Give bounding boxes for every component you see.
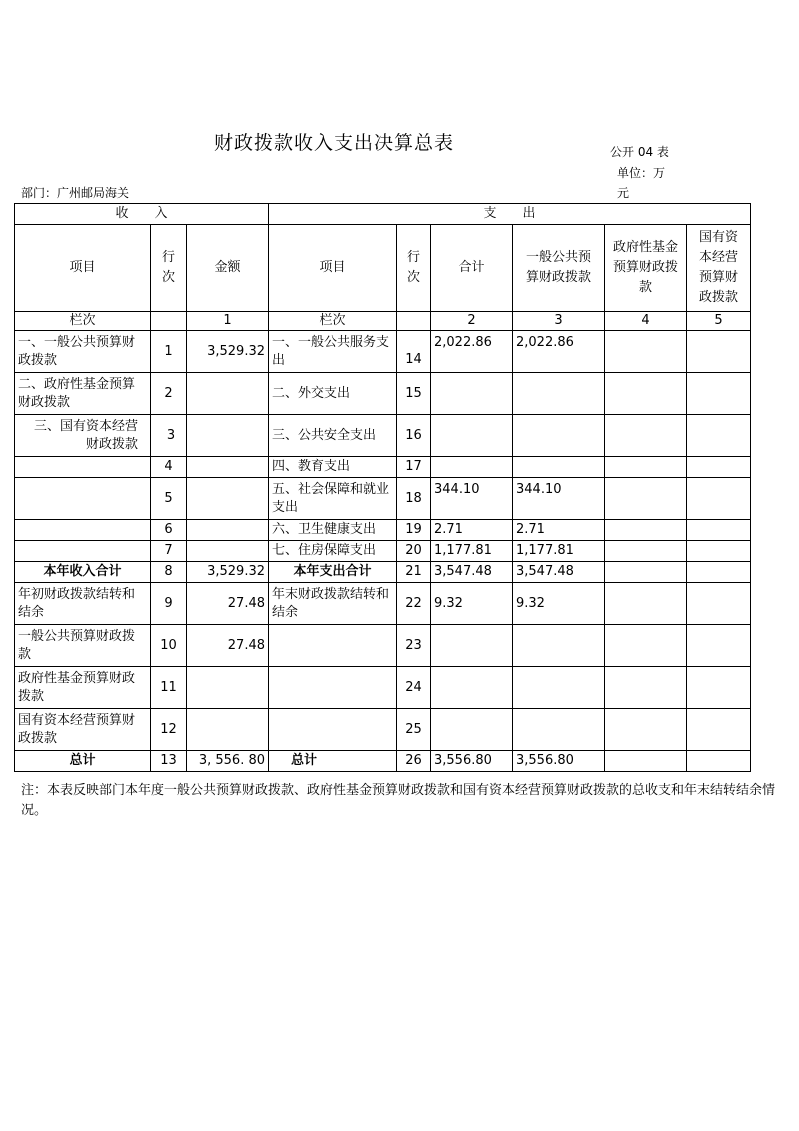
total-amount: 344.10 <box>431 478 513 520</box>
income-subtotal-label: 本年收入合计 <box>15 562 151 583</box>
col-index-4: 4 <box>605 312 687 331</box>
expenditure-item <box>269 709 397 751</box>
income-amount <box>187 478 269 520</box>
col-state-capital-header: 国有资本经营预算财政拨款 <box>687 225 751 312</box>
income-amount <box>187 415 269 457</box>
gov-fund-amount <box>605 331 687 373</box>
general-budget-amount: 2.71 <box>513 520 605 541</box>
table-row <box>15 331 751 373</box>
income-row-no: 9 <box>151 583 187 625</box>
income-item <box>15 478 151 520</box>
income-amount <box>187 520 269 541</box>
general-budget-amount <box>513 667 605 709</box>
expenditure-row-no: 22 <box>397 583 431 625</box>
gov-fund-amount <box>605 520 687 541</box>
income-item <box>15 541 151 562</box>
total-amount <box>431 625 513 667</box>
gov-fund-amount <box>605 457 687 478</box>
total-amount <box>431 667 513 709</box>
col-general-budget-header: 一般公共预算财政拨款 <box>513 225 605 312</box>
table-row <box>15 415 751 457</box>
income-amount: 27.48 <box>187 583 269 625</box>
state-capital-amount <box>687 709 751 751</box>
col-row-no2-header <box>397 225 431 312</box>
col-index-label-left: 栏次 <box>15 312 151 331</box>
expenditure-row-no: 14 <box>397 331 431 373</box>
income-item: 一、一般公共预算财政拨款 <box>15 331 151 373</box>
income-item: 一般公共预算财政拨款 <box>15 625 151 667</box>
grand-total-row <box>15 751 751 772</box>
income-row-no: 3 <box>151 415 187 457</box>
income-row-no: 13 <box>151 751 187 772</box>
total-amount: 9.32 <box>431 583 513 625</box>
income-item: 三、国有资本经营财政拨款 <box>15 415 151 457</box>
income-row-no: 5 <box>151 478 187 520</box>
subtotal-row <box>15 562 751 583</box>
expenditure-item: 二、外交支出 <box>269 373 397 415</box>
general-budget-amount: 3,556.80 <box>513 751 605 772</box>
total-amount: 2,022.86 <box>431 331 513 373</box>
income-amount: 27.48 <box>187 625 269 667</box>
gov-fund-amount <box>605 562 687 583</box>
expenditure-item <box>269 667 397 709</box>
state-capital-amount <box>687 457 751 478</box>
col-gov-fund-header: 政府性基金预算财政拨款 <box>605 225 687 312</box>
col-total-header: 合计 <box>431 225 513 312</box>
total-amount: 3,556.80 <box>431 751 513 772</box>
income-amount <box>187 373 269 415</box>
expenditure-row-no: 19 <box>397 520 431 541</box>
income-row-no: 7 <box>151 541 187 562</box>
state-capital-amount <box>687 415 751 457</box>
expenditure-subtotal-label: 本年支出合计 <box>269 562 397 583</box>
general-budget-amount: 9.32 <box>513 583 605 625</box>
income-amount <box>187 541 269 562</box>
total-amount: 2.71 <box>431 520 513 541</box>
income-amount <box>187 457 269 478</box>
state-capital-amount <box>687 520 751 541</box>
gov-fund-amount <box>605 541 687 562</box>
income-amount <box>187 709 269 751</box>
col-index-label-right: 栏次 <box>269 312 397 331</box>
state-capital-amount <box>687 562 751 583</box>
income-header: 收 入 <box>15 204 269 225</box>
gov-fund-amount <box>605 373 687 415</box>
state-capital-amount <box>687 667 751 709</box>
income-item: 国有资本经营预算财政拨款 <box>15 709 151 751</box>
income-item: 二、政府性基金预算财政拨款 <box>15 373 151 415</box>
page-title: 财政拨款收入支出决算总表 <box>214 132 455 154</box>
total-amount <box>431 457 513 478</box>
table-row <box>15 373 751 415</box>
state-capital-amount <box>687 751 751 772</box>
col-index-1: 1 <box>187 312 269 331</box>
income-grand-total-label: 总计 <box>15 751 151 772</box>
table-row <box>15 478 751 520</box>
general-budget-amount <box>513 415 605 457</box>
state-capital-amount <box>687 625 751 667</box>
expenditure-row-no: 25 <box>397 709 431 751</box>
expenditure-row-no: 15 <box>397 373 431 415</box>
table-row <box>15 709 751 751</box>
gov-fund-amount <box>605 415 687 457</box>
total-amount <box>431 415 513 457</box>
expenditure-row-no: 20 <box>397 541 431 562</box>
unit-label: 单位：万元 <box>617 166 666 200</box>
table-row <box>15 667 751 709</box>
income-grand-total-amount: 3, 556. 80 <box>187 751 269 772</box>
col-amount-header: 金额 <box>187 225 269 312</box>
expenditure-item: 五、社会保障和就业支出 <box>269 478 397 520</box>
income-amount: 3,529.32 <box>187 331 269 373</box>
gov-fund-amount <box>605 478 687 520</box>
state-capital-amount <box>687 373 751 415</box>
expenditure-row-no: 21 <box>397 562 431 583</box>
row-no2-label: 行次 <box>406 250 420 285</box>
total-amount <box>431 373 513 415</box>
col-row-no-header <box>151 225 187 312</box>
col-index-3: 3 <box>513 312 605 331</box>
expenditure-row-no: 26 <box>397 751 431 772</box>
general-budget-amount: 344.10 <box>513 478 605 520</box>
expenditure-grand-total-label: 总计 <box>269 751 397 772</box>
department-label: 部门：广州邮局海关 <box>21 186 130 200</box>
total-amount: 3,547.48 <box>431 562 513 583</box>
budget-table <box>14 203 751 772</box>
income-item: 年初财政拨款结转和结余 <box>15 583 151 625</box>
gov-fund-amount <box>605 583 687 625</box>
table-row <box>15 520 751 541</box>
col-index-2: 2 <box>431 312 513 331</box>
state-capital-amount <box>687 583 751 625</box>
expenditure-item: 四、教育支出 <box>269 457 397 478</box>
general-budget-amount <box>513 625 605 667</box>
expenditure-item: 年末财政拨款结转和结余 <box>269 583 397 625</box>
income-amount <box>187 667 269 709</box>
general-budget-amount <box>513 709 605 751</box>
expenditure-row-no: 17 <box>397 457 431 478</box>
expenditure-row-no: 23 <box>397 625 431 667</box>
income-item <box>15 457 151 478</box>
state-capital-amount <box>687 541 751 562</box>
expenditure-row-no: 16 <box>397 415 431 457</box>
expenditure-row-no: 24 <box>397 667 431 709</box>
state-capital-amount <box>687 478 751 520</box>
column-index-row <box>15 312 751 331</box>
table-row <box>15 457 751 478</box>
income-row-no: 8 <box>151 562 187 583</box>
income-row-no: 10 <box>151 625 187 667</box>
gov-fund-amount <box>605 751 687 772</box>
expenditure-item: 三、公共安全支出 <box>269 415 397 457</box>
income-row-no: 12 <box>151 709 187 751</box>
general-budget-amount: 3,547.48 <box>513 562 605 583</box>
expenditure-item: 七、住房保障支出 <box>269 541 397 562</box>
form-number: 公开 04 表 <box>610 145 669 159</box>
state-capital-amount <box>687 331 751 373</box>
col-index-empty-2 <box>397 312 431 331</box>
general-budget-amount <box>513 373 605 415</box>
total-amount <box>431 709 513 751</box>
col-item-header: 项目 <box>15 225 151 312</box>
expenditure-item: 一、一般公共服务支出 <box>269 331 397 373</box>
expenditure-row-no: 18 <box>397 478 431 520</box>
expenditure-item: 六、卫生健康支出 <box>269 520 397 541</box>
income-item <box>15 520 151 541</box>
income-row-no: 11 <box>151 667 187 709</box>
income-row-no: 6 <box>151 520 187 541</box>
footnote: 注：本表反映部门本年度一般公共预算财政拨款、政府性基金预算财政拨款和国有资本经营预算财政拨款的总收支和年末结转结余情况。 <box>21 783 776 818</box>
gov-fund-amount <box>605 709 687 751</box>
expenditure-header: 支 出 <box>269 204 751 225</box>
general-budget-amount <box>513 457 605 478</box>
col-index-5: 5 <box>687 312 751 331</box>
table-row <box>15 583 751 625</box>
row-no-label: 行次 <box>161 250 175 285</box>
income-row-no: 4 <box>151 457 187 478</box>
col-item2-header: 项目 <box>269 225 397 312</box>
col-index-empty-1 <box>151 312 187 331</box>
gov-fund-amount <box>605 667 687 709</box>
table-row <box>15 541 751 562</box>
income-subtotal-amount: 3,529.32 <box>187 562 269 583</box>
general-budget-amount: 2,022.86 <box>513 331 605 373</box>
total-amount: 1,177.81 <box>431 541 513 562</box>
table-row <box>15 625 751 667</box>
income-row-no: 2 <box>151 373 187 415</box>
general-budget-amount: 1,177.81 <box>513 541 605 562</box>
gov-fund-amount <box>605 625 687 667</box>
income-row-no: 1 <box>151 331 187 373</box>
expenditure-item <box>269 625 397 667</box>
income-item: 政府性基金预算财政拨款 <box>15 667 151 709</box>
